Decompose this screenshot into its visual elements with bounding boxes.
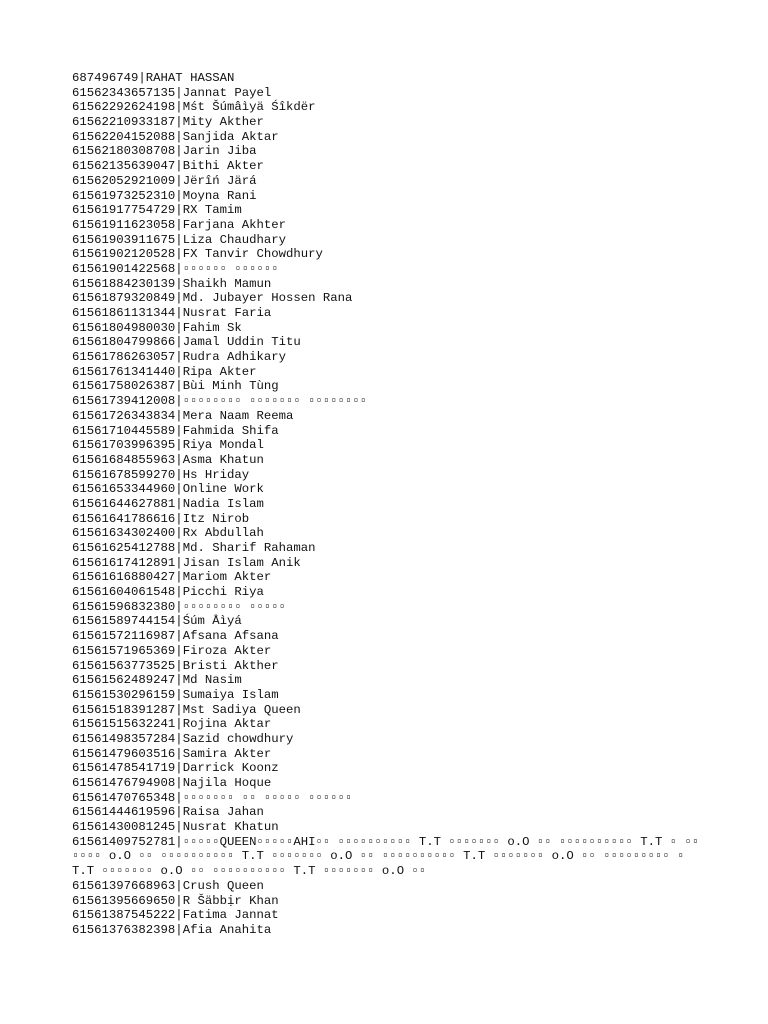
record-line: 61561444619596|Raisa Jahan <box>72 805 264 820</box>
record-line: 687496749|RAHAT HASSAN <box>72 71 235 85</box>
record-line: 61561563773525|Bristi Akther <box>72 658 279 673</box>
record-line: 61561786263057|Rudra Adhikary <box>72 350 287 365</box>
record-line: 61561376382398|Afia Anahita <box>72 922 272 937</box>
record-line: 61561470765348|▫▫▫▫▫▫▫ ▫▫ ▫▫▫▫▫ ▫▫▫▫▫▫ <box>72 790 353 805</box>
record-line: 61561479603516|Samira Akter <box>72 746 272 761</box>
record-line: 61561804799866|Jamal Uddin Titu <box>72 335 301 350</box>
record-line: 61561617412891|Jisan Islam Anik <box>72 555 301 570</box>
record-line: 61561804980030|Fahim Sk <box>72 320 242 335</box>
record-line: 61561902120528|FX Tanvir Chowdhury <box>72 247 323 262</box>
record-line: 61562204152088|Sanjida Aktar <box>72 129 279 144</box>
record-line: 61562052921009|Jërîń Järá <box>72 173 257 188</box>
record-list-tail <box>72 879 702 938</box>
record-line: 61561430081245|Nusrat Khatun <box>72 820 279 835</box>
record-line-long: 61561409752781|▫▫▫▫▫QUEEN▫▫▫▫▫AHI▫▫ ▫▫▫▫▫▫▫▫▫▫ T.T ▫▫▫▫▫▫▫ o.O ▫▫ ▫▫▫▫▫▫▫▫▫▫ T.T ▫ ▫▫▫▫▫▫ o.O ▫▫ ▫▫▫▫▫▫▫▫▫▫ T.T ▫▫▫▫▫▫▫ o.O ▫▫ ▫▫▫▫▫▫▫▫▫▫ T.T ▫▫▫▫▫▫▫ o.O ▫▫ ▫▫▫▫▫▫▫▫▫ ▫ T.T ▫▫▫▫▫▫▫ o.O ▫▫ ▫▫▫▫▫▫▫▫▫▫ T.T ▫▫▫▫▫▫▫ o.O ▫▫ <box>72 834 700 879</box>
record-line: 61561530296159|Sumaiya Islam <box>72 687 279 702</box>
record-line: 61561397668963|Crush Queen <box>72 878 264 893</box>
record-line: 61561478541719|Darrick Koonz <box>72 761 279 776</box>
record-line: 61561515632241|Rojina Aktar <box>72 717 272 732</box>
record-line: 61561678599270|Hs Hriday <box>72 467 250 482</box>
record-line: 61562135639047|Bithi Akter <box>72 159 264 174</box>
record-line: 61562343657135|Jannat Payel <box>72 85 272 100</box>
record-line: 61561395669650|R Šäbbịr Khan <box>72 893 279 908</box>
record-line: 61562292624198|Mśt Šúmâìyä Śîkdër <box>72 100 316 115</box>
record-line: 61561761341440|Ripa Akter <box>72 364 257 379</box>
record-line: 61561604061548|Picchi Riya <box>72 585 264 600</box>
record-line: 61561644627881|Nadia Islam <box>72 496 264 511</box>
record-line: 61561739412008|▫▫▫▫▫▫▫▫ ▫▫▫▫▫▫▫ ▫▫▫▫▫▫▫▫ <box>72 394 368 409</box>
record-line: 61561562489247|Md Nasim <box>72 673 242 688</box>
record-line: 61561911623058|Farjana Akhter <box>72 217 287 232</box>
record-list <box>72 71 702 835</box>
record-line: 61561861131344|Nusrat Faria <box>72 306 272 320</box>
text-document <box>72 71 702 938</box>
record-line: 61561634302400|Rx Abdullah <box>72 526 264 541</box>
record-line: 61561917754729|RX Tamim <box>72 203 242 218</box>
record-line: 61561518391287|Mst Sadiya Queen <box>72 702 301 717</box>
record-line: 61561879320849|Md. Jubayer Hossen Rana <box>72 291 353 306</box>
record-line: 61561973252310|Moyna Rani <box>72 188 257 203</box>
record-line: 61561387545222|Fatima Jannat <box>72 908 279 923</box>
record-line: 61561726343834|Mera Naam Reema <box>72 408 294 423</box>
record-line: 61561572116987|Afsana Afsana <box>72 629 279 644</box>
record-line: 61561703996395|Riya Mondal <box>72 438 264 453</box>
record-line: 61561710445589|Fahmida Shifa <box>72 423 279 438</box>
record-line: 61561616880427|Mariom Akter <box>72 570 272 585</box>
record-line: 61562180308708|Jarin Jiba <box>72 144 257 159</box>
record-line: 61561653344960|Online Work <box>72 482 264 497</box>
record-line: 61561684855963|Asma Khatun <box>72 452 264 467</box>
record-line: 61561641786616|Itz Nirob <box>72 511 250 526</box>
record-line: 61561476794908|Najila Hoque <box>72 776 272 790</box>
record-line: 61561901422568|▫▫▫▫▫▫ ▫▫▫▫▫▫ <box>72 261 279 276</box>
record-line: 61561884230139|Shaikh Mamun <box>72 276 272 291</box>
record-line: 61561596832380|▫▫▫▫▫▫▫▫ ▫▫▫▫▫ <box>72 599 287 614</box>
record-line: 61561903911675|Liza Chaudhary <box>72 232 287 247</box>
record-line: 61562210933187|Mity Akther <box>72 115 264 130</box>
record-line: 61561498357284|Sazid chowdhury <box>72 731 294 746</box>
record-line: 61561758026387|Bùi Minh Tùng <box>72 379 279 394</box>
record-line: 61561589744154|Śúm Åìyá <box>72 614 242 629</box>
record-line: 61561625412788|Md. Sharif Rahaman <box>72 541 316 555</box>
record-line: 61561571965369|Firoza Akter <box>72 643 272 658</box>
